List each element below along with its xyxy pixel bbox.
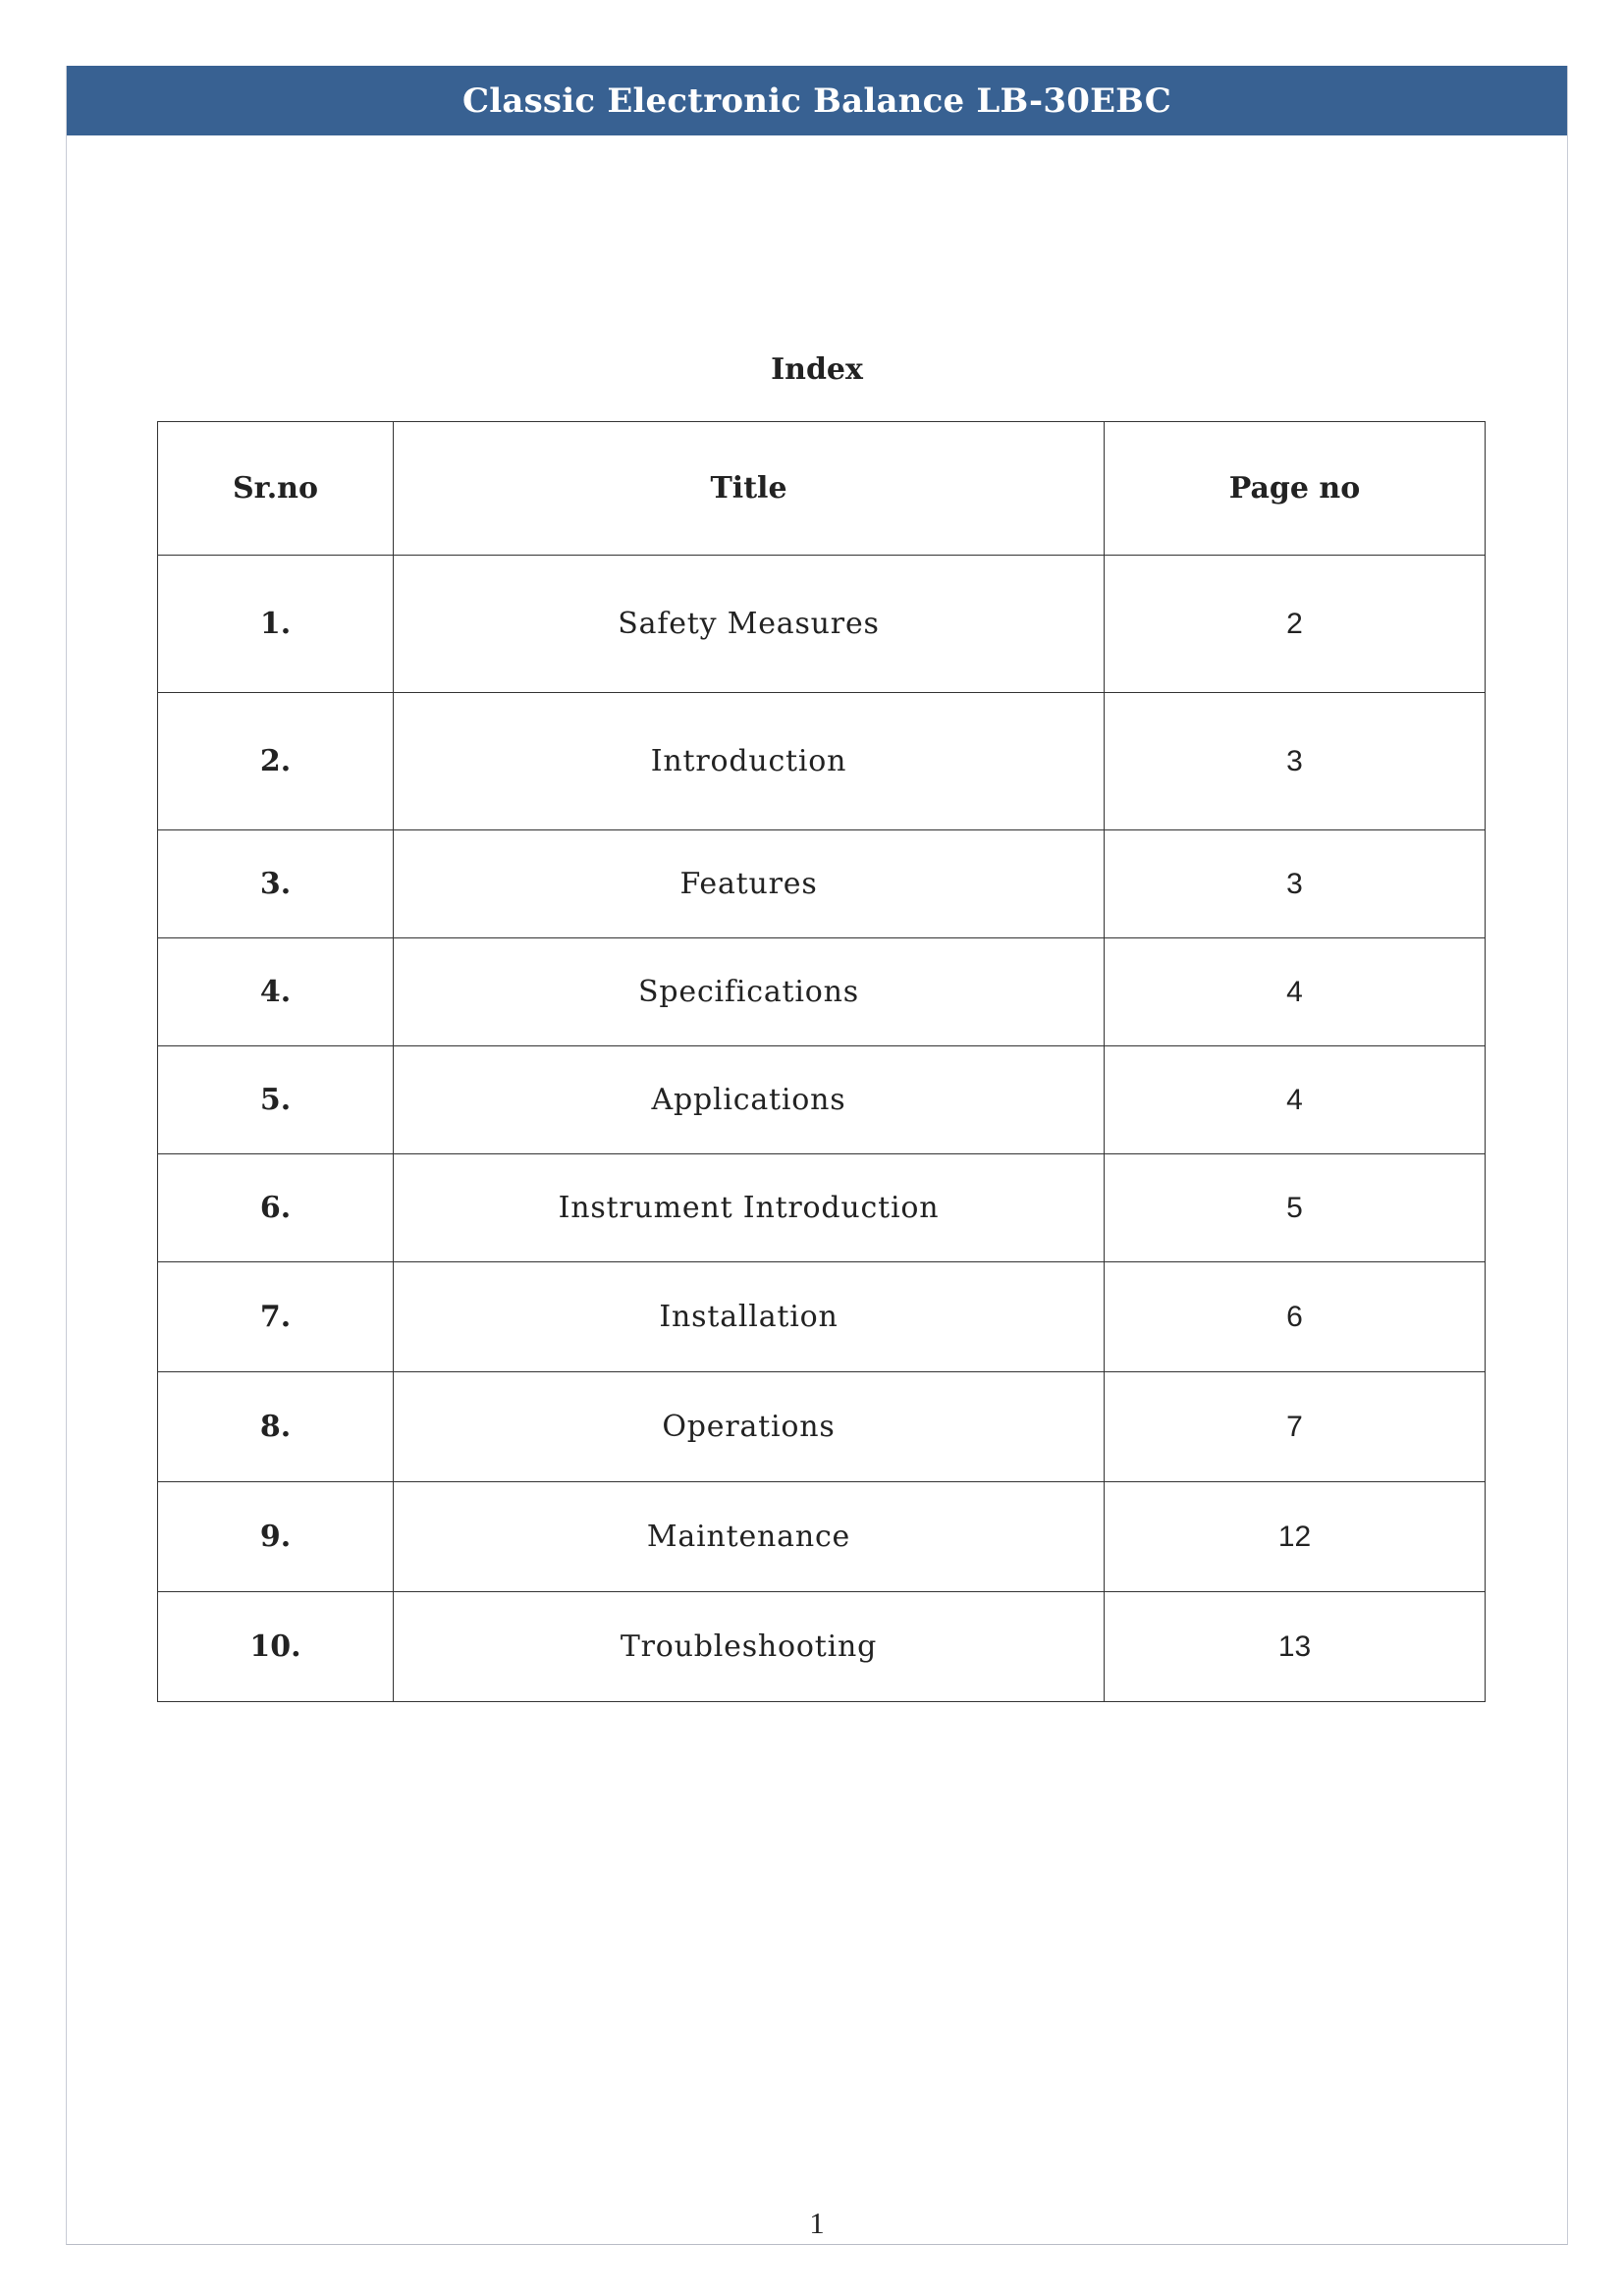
row-srno: 2.: [158, 693, 394, 830]
row-srno: 9.: [158, 1482, 394, 1592]
row-title: Applications: [394, 1046, 1105, 1154]
row-page: 4: [1105, 938, 1486, 1046]
index-heading: Index: [771, 352, 863, 387]
row-srno: 5.: [158, 1046, 394, 1154]
row-page: 3: [1105, 693, 1486, 830]
row-title: Installation: [394, 1262, 1105, 1372]
row-title: Safety Measures: [394, 556, 1105, 693]
row-title: Operations: [394, 1372, 1105, 1482]
header-bar: [67, 66, 1567, 135]
table-row: [158, 1154, 1486, 1262]
table-row: [158, 1262, 1486, 1372]
table-row: [158, 693, 1486, 830]
row-page: 2: [1105, 556, 1486, 693]
column-header-title: Title: [394, 422, 1105, 556]
table-row: [158, 938, 1486, 1046]
row-srno: 8.: [158, 1372, 394, 1482]
page-number: 1: [809, 2206, 825, 2240]
table-row: [158, 1482, 1486, 1592]
table-row: [158, 830, 1486, 938]
row-srno: 1.: [158, 556, 394, 693]
row-title: Troubleshooting: [394, 1592, 1105, 1702]
row-title: Instrument Introduction: [394, 1154, 1105, 1262]
row-srno: 3.: [158, 830, 394, 938]
column-header-srno: Sr.no: [158, 422, 394, 556]
row-srno: 4.: [158, 938, 394, 1046]
table-row: [158, 1372, 1486, 1482]
table-header-row: [158, 422, 1486, 556]
row-page: 4: [1105, 1046, 1486, 1154]
row-page: 3: [1105, 830, 1486, 938]
row-srno: 6.: [158, 1154, 394, 1262]
row-page: 6: [1105, 1262, 1486, 1372]
row-page: 7: [1105, 1372, 1486, 1482]
row-title: Specifications: [394, 938, 1105, 1046]
column-header-page: Page no: [1105, 422, 1486, 556]
table-row: [158, 556, 1486, 693]
row-title: Introduction: [394, 693, 1105, 830]
table-row: [158, 1046, 1486, 1154]
row-srno: 10.: [158, 1592, 394, 1702]
row-page: 13: [1105, 1592, 1486, 1702]
row-page: 5: [1105, 1154, 1486, 1262]
row-srno: 7.: [158, 1262, 394, 1372]
row-title: Maintenance: [394, 1482, 1105, 1592]
document-page: [66, 66, 1568, 2245]
row-page: 12: [1105, 1482, 1486, 1592]
index-table: [157, 421, 1486, 1702]
row-title: Features: [394, 830, 1105, 938]
table-row: [158, 1592, 1486, 1702]
document-title: Classic Electronic Balance LB-30EBC: [461, 80, 1172, 121]
